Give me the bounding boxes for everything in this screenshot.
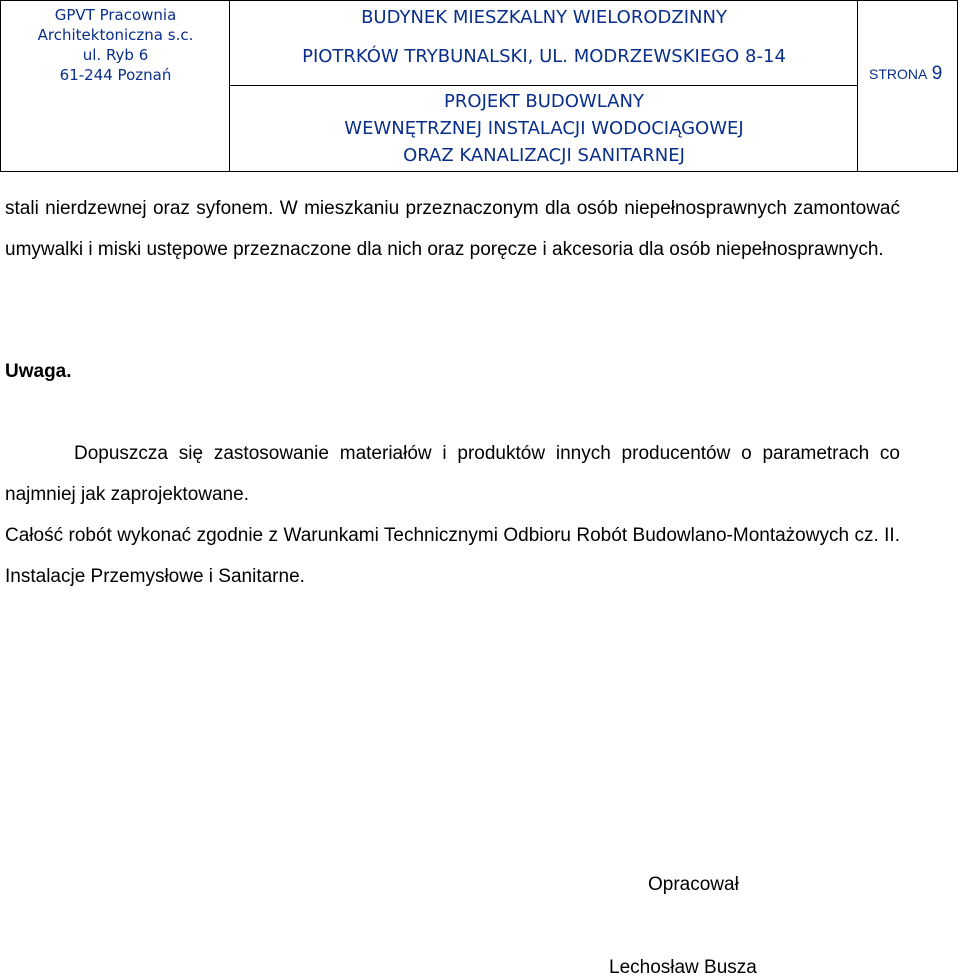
company-info [1,5,230,85]
note-heading: Uwaga. [5,361,72,382]
project-title-line2: WEWNĘTRZNEJ INSTALACJI WODOCIĄGOWEJ [344,118,744,139]
page-number: 9 [931,63,943,84]
page-label: STRONA [869,66,928,82]
company-street: ul. Ryb 6 [82,46,149,64]
company-name: GPVT Pracownia [54,6,177,24]
project-title-line3: ORAZ KANALIZACJI SANITARNEJ [403,145,685,166]
signature-name: Lechosław Busza [609,957,757,978]
building-address: PIOTRKÓW TRYBUNALSKI, UL. MODRZEWSKIEGO 8-14 [302,46,786,67]
page-header [0,0,958,172]
title-divider [230,85,858,86]
building-title: BUDYNEK MIESZKALNY WIELORODZINNY [361,7,727,28]
paragraph-substitution: Dopuszcza się zastosowanie materiałów i produktów innych producentów o parametrach co najmniej jak zaprojektowane. [5,443,900,505]
page-number-cell [858,1,957,171]
signature-label: Opracował [648,874,739,895]
project-title-line1: PROJEKT BUDOWLANY [444,91,644,112]
paragraph-standards: Całość robót wykonać zgodnie z Warunkami Technicznymi Odbioru Robót Budowlano-Montażowych cz. II. Instalacje Przemysłowe i Sanitarne. [5,525,900,587]
paragraph-fixtures: stali nierdzewnej oraz syfonem. W mieszkaniu przeznaczonym dla osób niepełnosprawnych zamontować umywalki i miski ustępowe przeznaczone dla nich oraz poręcze i akcesoria dla osób niepełnosprawnych. [5,198,900,260]
company-city: 61-244 Poznań [59,66,172,84]
company-subtitle: Architektoniczna s.c. [37,26,194,44]
page-indicator [869,63,942,85]
